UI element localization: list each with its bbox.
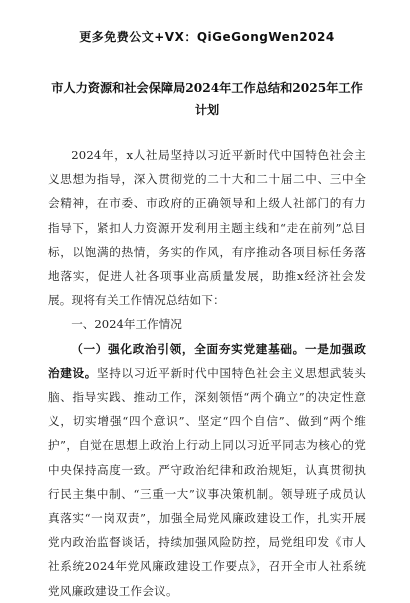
section-1-body: 坚持以习近平新时代中国特色社会主义思想武装头脑、指导实践、推动工作，深刻领悟“两个确立”的决定性意义，切实增强“四个意识”、坚定“四个自信”、做到“两个维护”，自觉在思想上政治上行动上同以习近平同志为核心的党中央保持高度一致。严守政治纪律和政治规矩，认真贯彻执行民主集中制、“三重一大”议事决策机制。领导班子成员认真落实“一岗双责”，加强全局党风廉政建设工作，扎实开展党内政治监督谈话，持续加强风险防控，局党组印发《市人社系统2024年党风廉政建设工作要点》，召开全市人社系统党风廉政建设工作会议。	[48, 365, 366, 598]
section-1-lead: （一）强化政治引领，全面夯实党建基础。一是加强政治建设。	[48, 341, 366, 380]
section-heading: 一、2024年工作情况	[71, 317, 182, 332]
intro-paragraph: 2024年，x人社局坚持以习近平新时代中国特色社会主义思想为指导，深入贯彻党的二十大和二十届二中、三中全会精神，在市委、市政府的正确领导和上级人社部门的有力指导下，紧扣人力资源开发利用主题主线和“走在前列”总目标，以饱满的热情，务实的作风，有序推动各项目标任务落地落实，促进人社各项事业高质量发展，助推x经济社会发展。现将有关工作情况总结如下：	[48, 148, 366, 308]
section-1-paragraph	[48, 337, 366, 603]
document-title: 市人力资源和社会保障局2024年工作总结和2025年工作计划	[51, 81, 363, 117]
header-watermark: 更多免费公文+VX：QiGeGongWen2024	[79, 30, 335, 44]
